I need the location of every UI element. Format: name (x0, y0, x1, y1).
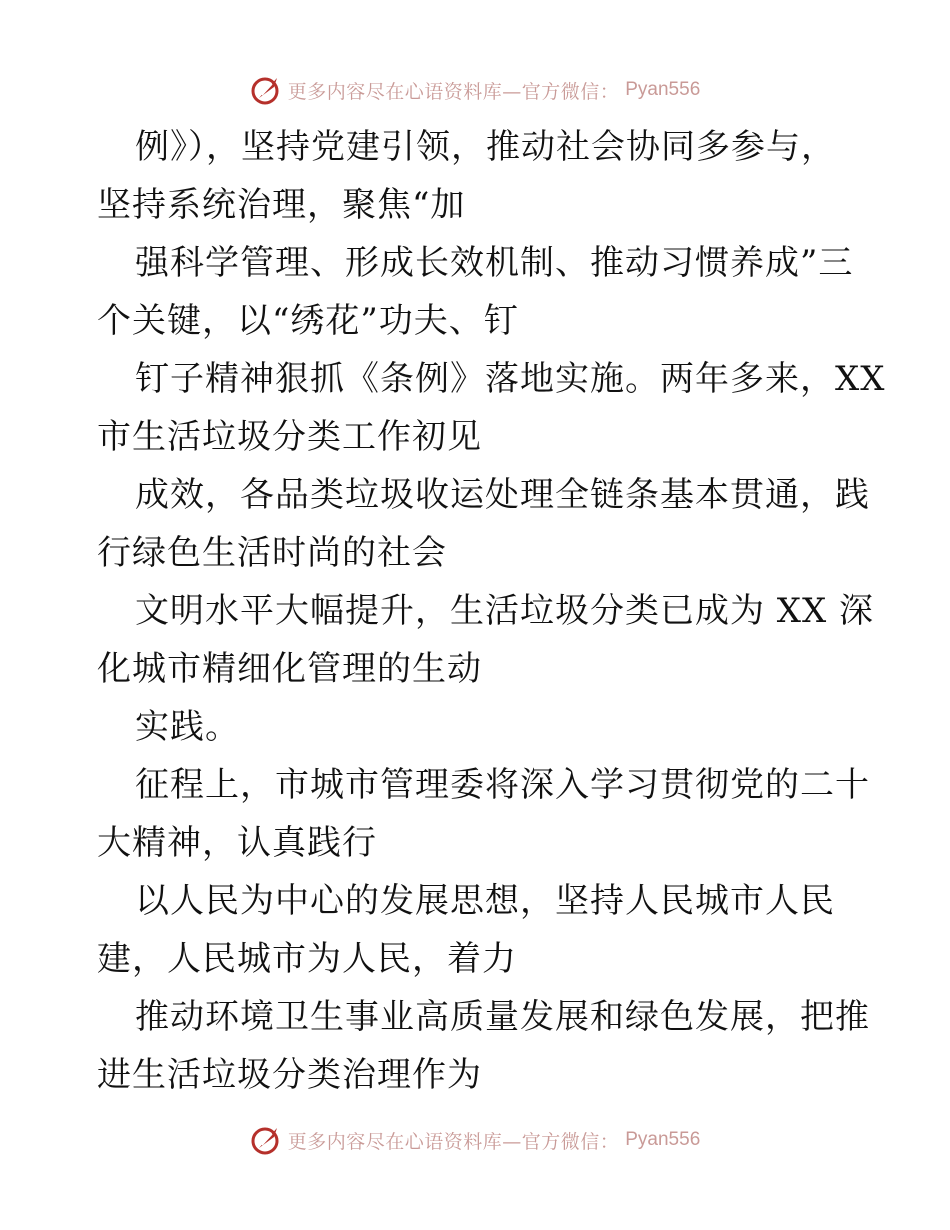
watermark-wechat-id: Pyan556 (625, 1129, 701, 1150)
watermark-text: 更多内容尽在心语资料库—官方微信： (287, 80, 620, 103)
text-line: 征程上，市城市管理委将深入学习贯彻党的二十 (135, 765, 870, 805)
text-line: 个关键，以“绣花”功夫、钉 (97, 301, 519, 341)
document-body (97, 118, 886, 1104)
text-line: 成效，各品类垃圾收运处理全链条基本贯通，践 (135, 475, 870, 515)
text-line: 进生活垃圾分类治理作为 (97, 1055, 482, 1095)
text-line: 钉子精神狠抓《条例》落地实施。两年多来，XX (135, 359, 886, 399)
footer-watermark (0, 1120, 950, 1160)
text-line: 化城市精细化管理的生动 (97, 649, 482, 689)
quill-logo-icon (250, 1124, 282, 1156)
header-watermark (0, 70, 950, 110)
watermark-text: 更多内容尽在心语资料库—官方微信： (287, 1130, 620, 1153)
text-line: 实践。 (135, 707, 240, 747)
text-line: 强科学管理、形成长效机制、推动习惯养成”三 (135, 243, 854, 283)
text-line: 市生活垃圾分类工作初见 (97, 417, 482, 457)
watermark-wechat-id: Pyan556 (625, 79, 701, 100)
quill-logo-icon (250, 74, 282, 106)
text-line: 建，人民城市为人民，着力 (97, 939, 517, 979)
text-line: 行绿色生活时尚的社会 (97, 533, 447, 573)
text-line: 文明水平大幅提升，生活垃圾分类已成为 XX 深 (135, 591, 875, 631)
text-line: 以人民为中心的发展思想，坚持人民城市人民 (135, 881, 835, 921)
text-line: 例》），坚持党建引领，推动社会协同多参与， (135, 127, 836, 167)
text-line: 推动环境卫生事业高质量发展和绿色发展，把推 (135, 997, 870, 1037)
text-line: 大精神，认真践行 (97, 823, 377, 863)
text-line: 坚持系统治理，聚焦“加 (97, 185, 466, 225)
